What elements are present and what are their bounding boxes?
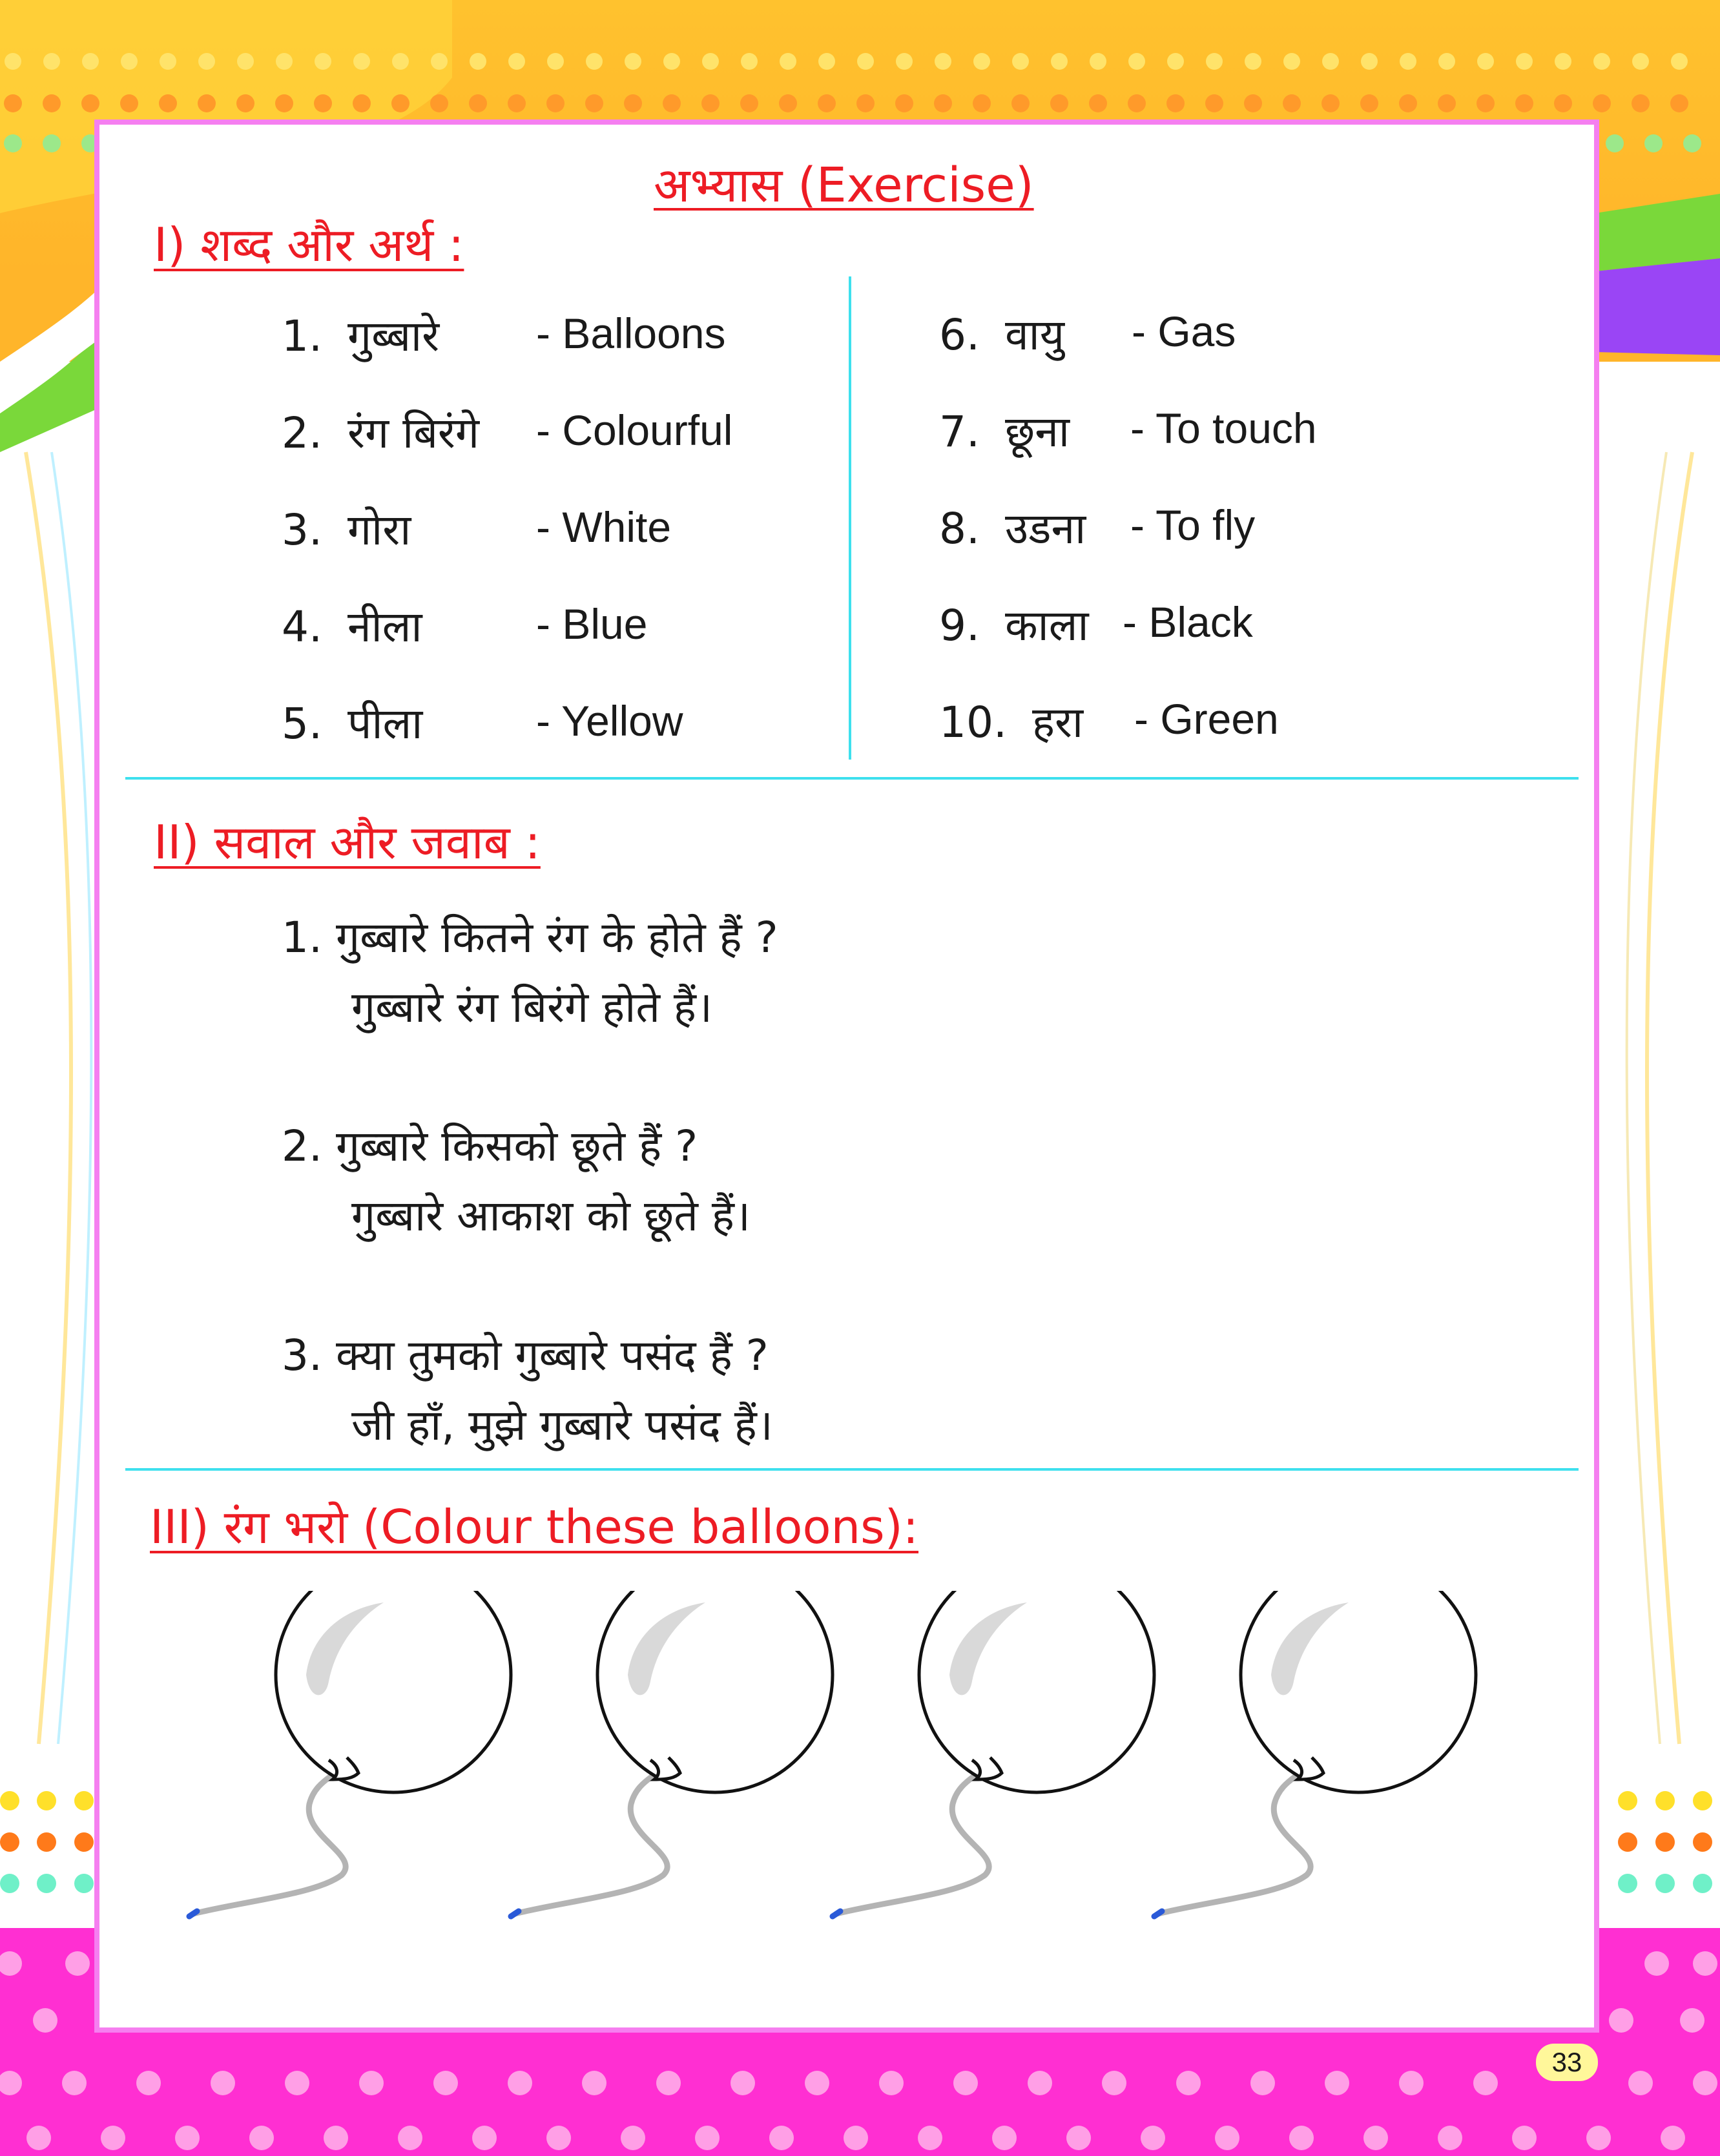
english-meaning: - Balloons — [536, 309, 726, 357]
question-3: 3. क्या तुमको गुब्बारे पसंद हैं ? — [282, 1331, 769, 1380]
item-number: 7. — [939, 407, 980, 457]
answer-1: गुब्बारे रंग बिरंगे होते हैं। — [351, 982, 712, 1032]
item-number: 4. — [282, 602, 322, 652]
word-item — [282, 693, 422, 751]
question-1: 1. गुब्बारे कितने रंग के होते हैं ? — [282, 913, 778, 962]
item-number: 5. — [282, 699, 322, 749]
section-1-heading: I) शब्द और अर्थ : — [154, 218, 464, 272]
item-number: 3. — [282, 505, 322, 555]
hindi-word: पीला — [347, 699, 423, 749]
word-item — [939, 401, 1070, 459]
answer-2: गुब्बारे आकाश को छूते हैं। — [351, 1191, 751, 1241]
hindi-word: वायु — [1004, 310, 1065, 360]
word-item — [282, 402, 479, 461]
item-number: 8. — [939, 504, 980, 554]
hindi-word: गोरा — [347, 505, 411, 555]
item-number: 10. — [939, 698, 1007, 747]
english-meaning: - Gas — [1132, 307, 1236, 355]
word-item — [939, 595, 1089, 653]
section-divider — [125, 777, 1579, 780]
hindi-word: नीला — [347, 602, 422, 652]
balloon-drawings — [99, 1591, 1594, 1991]
hindi-word: रंग बिरंगे — [347, 408, 480, 458]
english-meaning: - To fly — [1130, 501, 1256, 549]
column-divider — [849, 276, 851, 760]
word-item — [282, 596, 422, 654]
item-number: 2. — [282, 408, 322, 458]
answer-3: जी हाँ, मुझे गुब्बारे पसंद हैं। — [351, 1400, 773, 1450]
question-2: 2. गुब्बारे किसको छूते हैं ? — [282, 1121, 698, 1171]
hindi-word: हरा — [1031, 698, 1084, 747]
english-meaning: - Colourful — [536, 406, 733, 454]
section-divider — [125, 1468, 1579, 1471]
section-2-heading: II) सवाल और जवाब : — [154, 815, 541, 869]
word-item — [282, 499, 411, 557]
hindi-word: काला — [1004, 601, 1089, 650]
balloon-outline-4 — [1154, 1591, 1476, 1916]
exercise-panel — [94, 119, 1599, 2033]
section-3-heading: III) रंग भरो (Colour these balloons): — [150, 1500, 919, 1554]
english-meaning: - Black — [1123, 598, 1253, 646]
word-item — [282, 306, 439, 364]
balloon-outline-1 — [189, 1591, 511, 1916]
word-item — [939, 304, 1064, 362]
english-meaning: - Green — [1134, 695, 1279, 743]
item-number: 6. — [939, 310, 980, 360]
english-meaning: - White — [536, 503, 672, 551]
english-meaning: - Yellow — [536, 697, 683, 745]
hindi-word: गुब्बारे — [347, 311, 440, 361]
word-item — [939, 692, 1083, 750]
item-number: 1. — [282, 311, 322, 361]
hindi-word: छूना — [1004, 407, 1070, 457]
item-number: 9. — [939, 601, 980, 650]
english-meaning: - Blue — [536, 600, 648, 648]
balloon-outline-3 — [833, 1591, 1154, 1916]
english-meaning: - To touch — [1130, 404, 1317, 452]
balloon-outline-2 — [511, 1591, 833, 1916]
word-item — [939, 498, 1086, 556]
exercise-title: अभ्यास (Exercise) — [654, 158, 1034, 213]
hindi-word: उडना — [1004, 504, 1086, 554]
page-number: 33 — [1536, 2044, 1598, 2081]
